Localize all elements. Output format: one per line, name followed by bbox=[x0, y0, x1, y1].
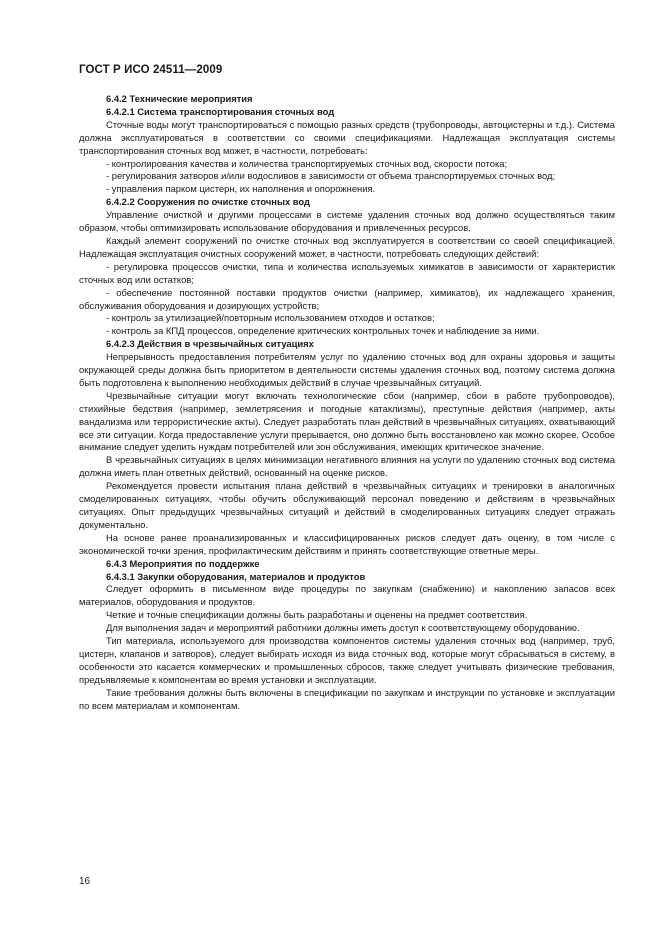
paragraph: Чрезвычайные ситуации могут включать технологические сбои (например, сбои в работе трубопроводов), стихийные бедствия (например, землетрясения и погодные катаклизмы), преступные действия (например, акты вандализма или террористические акты). Следует разработать план действий в чрезвычайных ситуациях, охватывающий все эти ситуации. Когда предоставление услуги прерывается, оно должно быть восстановлено как можно скорее. Особое внимание следует уделить нуждам потребителей или зон обслуживания, имеющих критическое значение. bbox=[79, 389, 615, 453]
paragraph: Четкие и точные спецификации должны быть разработаны и оценены на предмет соответствия. bbox=[106, 609, 528, 621]
document-body bbox=[79, 93, 615, 713]
section-heading-6-4-2-2: 6.4.2.2 Сооружения по очистке сточных вод bbox=[106, 196, 310, 208]
paragraph: Для выполнения задач и мероприятий работники должны иметь доступ к соответствующему оборудованию. bbox=[106, 622, 580, 634]
page-number: 16 bbox=[79, 876, 91, 887]
list-item: - контролирования качества и количества транспортируемых сточных вод, скорости потока; bbox=[106, 157, 508, 169]
list-item: - обеспечение постоянной поставки продуктов очистки (например, химикатов), их надлежащего хранения, обслуживания оборудования и дозирующих устройств; bbox=[79, 286, 615, 311]
paragraph: Каждый элемент сооружений по очистке сточных вод эксплуатируется в соответствии со своей спецификацией. Надлежащая эксплуатация очистных сооружений может, в частности, потребовать следующих действий: bbox=[79, 234, 615, 259]
paragraph: Тип материала, используемого для производства компонентов системы удаления сточных вод (например, труб, цистерн, клапанов и затворов), следует выбирать исходя из вида сточных вод, которые могут сбрасываться в систему, в особенности это касается коммерческих и промышленных сбросов, также следует учитывать физические требования, предъявляемые к компонентам во время установки и эксплуатации. bbox=[79, 635, 615, 685]
paragraph: На основе ранее проанализированных и классифицированных рисков следует дать оценку, в том числе с экономической точки зрения, профилактическим действиям и принять соответствующие ответные меры. bbox=[79, 531, 615, 556]
document-header: ГОСТ Р ИСО 24511—2009 bbox=[79, 64, 223, 76]
list-item: - контроль за КПД процессов, определение критических контрольных точек и наблюдение за ними. bbox=[106, 325, 540, 337]
paragraph: Следует оформить в письменном виде процедуры по закупкам (снабжению) и накоплению запасов всех материалов, оборудования и продуктов. bbox=[79, 583, 615, 608]
section-heading-6-4-2-3: 6.4.2.3 Действия в чрезвычайных ситуациях bbox=[106, 338, 314, 350]
section-heading-6-4-2-1: 6.4.2.1 Система транспортирования сточных вод bbox=[106, 105, 335, 117]
list-item: - управления парком цистерн, их наполнения и опорожнения. bbox=[106, 183, 376, 195]
section-heading-6-4-3-1: 6.4.3.1 Закупки оборудования, материалов и продуктов bbox=[106, 570, 366, 582]
section-heading-6-4-2: 6.4.2 Технические мероприятия bbox=[106, 93, 253, 104]
paragraph: Такие требования должны быть включены в спецификации по закупкам и инструкции по установке и эксплуатации по всем материалам и компонентам. bbox=[79, 686, 615, 711]
paragraph: Управление очисткой и другими процессами в системе удаления сточных вод должно осуществляться таким образом, чтобы оптимизировать использование оборудования и привлеченных ресурсов. bbox=[79, 209, 615, 234]
paragraph: В чрезвычайных ситуациях в целях минимизации негативного влияния на услуги по удалению сточных вод система должна иметь план ответных действий, основанный на оценке рисков. bbox=[79, 454, 615, 479]
list-item: - регулирования затворов и/или водосливов в зависимости от объема транспортируемых сточных вод; bbox=[106, 170, 556, 182]
paragraph: Рекомендуется провести испытания плана действий в чрезвычайных ситуациях и тренировки в аналогичных смоделированных ситуациях, чтобы обучить обслуживающий персонал поведению и действиям в чрезвычайных ситуациях. Опыт предыдущих чрезвычайных ситуаций и действий в смоделированных ситуациях следует отражать документально. bbox=[79, 480, 615, 530]
list-item: - регулировка процессов очистки, типа и количества используемых химикатов в зависимости от характеристик сточных вод или остатков; bbox=[79, 260, 615, 285]
section-heading-6-4-3: 6.4.3 Мероприятия по поддержке bbox=[106, 557, 260, 569]
paragraph: Сточные воды могут транспортироваться с помощью разных средств (трубопроводы, автоцистерны и т.д.). Система должна эксплуатироваться в соответствии со своими спецификациями. Надлежащая эксплуатация системы транспортирования сточных вод может, в частности, потребовать: bbox=[79, 118, 615, 156]
paragraph: Непрерывность предоставления потребителям услуг по удалению сточных вод для охраны здоровья и защиты окружающей среды должна быть приоритетом в деятельности системы удаления сточных вод, поэтому система должна быть подготовлена к выполнению необходимых действий в случае чрезвычайных ситуаций. bbox=[79, 351, 615, 388]
list-item: - контроль за утилизацией/повторным использованием отходов и остатков; bbox=[106, 312, 435, 324]
